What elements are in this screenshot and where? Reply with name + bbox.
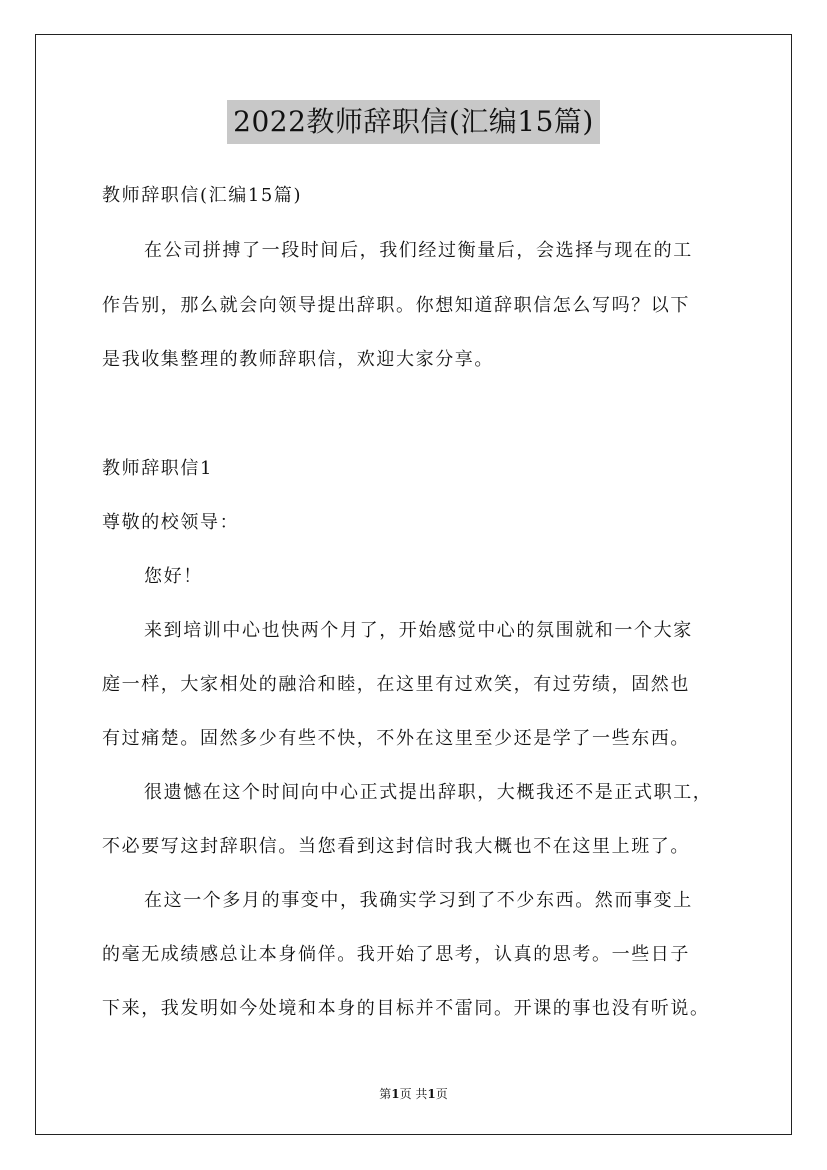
footer-total-pages: 1 (427, 1087, 436, 1101)
footer-mid: 页 共 (399, 1087, 428, 1101)
body-line-3: 有过痛楚。固然多少有些不快，不外在这里至少还是学了一些东西。 (102, 728, 690, 749)
intro-line-2: 作告别，那么就会向领导提出辞职。你想知道辞职信怎么写吗？以下 (102, 295, 690, 316)
intro-line-1: 在公司拼搏了一段时间后，我们经过衡量后，会选择与现在的工 (144, 240, 693, 261)
footer-page-number: 1 (391, 1087, 400, 1101)
body-line-1: 来到培训中心也快两个月了，开始感觉中心的氛围就和一个大家 (144, 620, 693, 641)
body-line-6: 在这一个多月的事变中，我确实学习到了不少东西。然而事变上 (144, 890, 693, 911)
footer-prefix: 第 (379, 1087, 392, 1101)
page-footer (0, 1085, 827, 1102)
body-line-7: 的毫无成绩感总让本身倘佯。我开始了思考，认真的思考。一些日子 (102, 944, 690, 965)
intro-line-3: 是我收集整理的教师辞职信，欢迎大家分享。 (102, 349, 494, 370)
body-line-8: 下来，我发明如今处境和本身的目标并不雷同。开课的事也没有听说。 (102, 998, 710, 1019)
document-subtitle: 教师辞职信(汇编15篇) (102, 185, 303, 206)
document-title: 2022教师辞职信(汇编15篇) (227, 100, 600, 144)
body-line-5: 不必要写这封辞职信。当您看到这封信时我大概也不在这里上班了。 (102, 836, 690, 857)
greeting: 您好！ (144, 566, 203, 587)
body-line-4: 很遗憾在这个时间向中心正式提出辞职，大概我还不是正式职工， (144, 782, 713, 803)
body-line-2: 庭一样，大家相处的融洽和睦，在这里有过欢笑，有过劳绩，固然也 (102, 674, 690, 695)
footer-suffix: 页 (435, 1087, 448, 1101)
title-container (0, 100, 827, 144)
salutation: 尊敬的校领导： (102, 512, 240, 533)
letter-heading: 教师辞职信1 (102, 458, 214, 479)
